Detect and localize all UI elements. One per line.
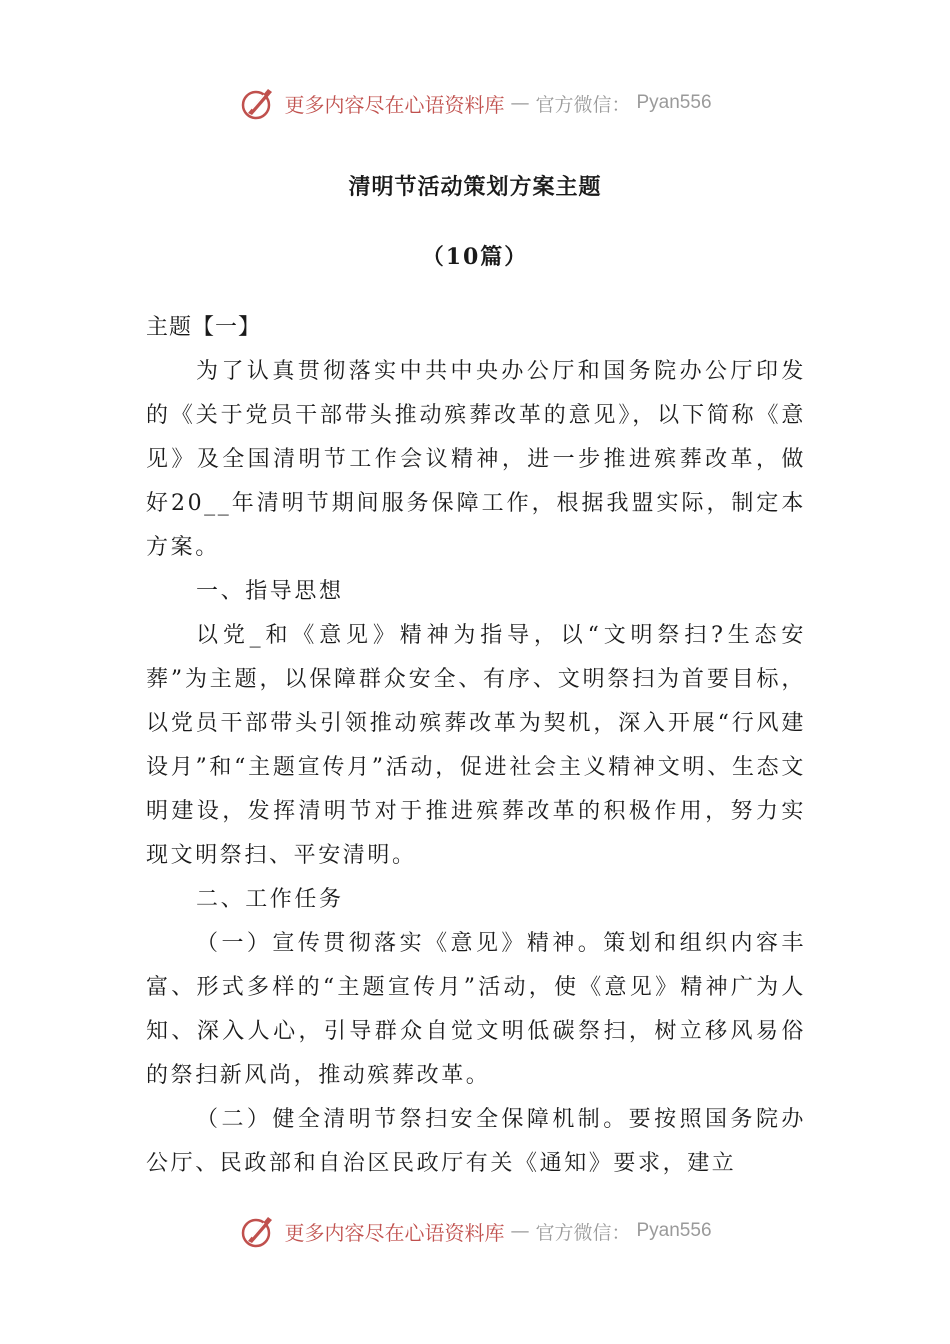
- body-paragraph: 以党_和《意见》精神为指导，以“文明祭扫?生态安葬”为主题，以保障群众安全、有序、文明祭扫为首要目标，以党员干部带头引领推动殡葬改革为契机，深入开展“行风建设月”和“主题宣传月”活动，促进社会主义精神文明、生态文明建设，发挥清明节对于推进殡葬改革的积极作用，努力实现文明祭扫、平安清明。: [146, 623, 806, 868]
- section-label: 主题【一】: [146, 315, 262, 340]
- body-paragraph: 为了认真贯彻落实中共中央办公厅和国务院办公厅印发的《关于党员干部带头推动殡葬改革的意见》，以下简称《意见》及全国清明节工作会议精神，进一步推进殡葬改革，做好20__年清明节期间服务保障工作，根据我盟实际，制定本方案。: [146, 359, 806, 560]
- watermark-sub-text: 官方微信：: [535, 1221, 631, 1244]
- document-subtitle: （10篇）: [421, 244, 529, 270]
- watermark-account: Pyan556: [636, 1220, 712, 1241]
- section-heading: 二、工作任务: [196, 887, 344, 912]
- watermark-sub-text: 官方微信：: [535, 93, 631, 116]
- watermark-separator: —: [510, 92, 530, 114]
- document-body: [146, 306, 806, 1186]
- document-title: 清明节活动策划方案主题: [348, 174, 602, 200]
- watermark-main-text: 更多内容尽在心语资料库: [284, 92, 505, 117]
- watermark-main-text: 更多内容尽在心语资料库: [284, 1220, 505, 1245]
- body-paragraph: （一）宣传贯彻落实《意见》精神。策划和组织内容丰富、形式多样的“主题宣传月”活动，使《意见》精神广为人知、深入人心，引导群众自觉文明低碳祭扫，树立移风易俗的祭扫新风尚，推动殡葬改革。: [146, 931, 806, 1088]
- body-paragraph: （二）健全清明节祭扫安全保障机制。要按照国务院办公厅、民政部和自治区民政厅有关《通知》要求，建立: [146, 1107, 806, 1176]
- quill-pen-circle-icon: [238, 1211, 278, 1251]
- watermark-banner-bottom: [0, 1208, 950, 1254]
- watermark-banner-top: [0, 80, 950, 126]
- section-heading: 一、指导思想: [196, 579, 344, 604]
- watermark-account: Pyan556: [636, 92, 712, 113]
- quill-pen-circle-icon: [238, 83, 278, 123]
- watermark-separator: —: [510, 1220, 530, 1242]
